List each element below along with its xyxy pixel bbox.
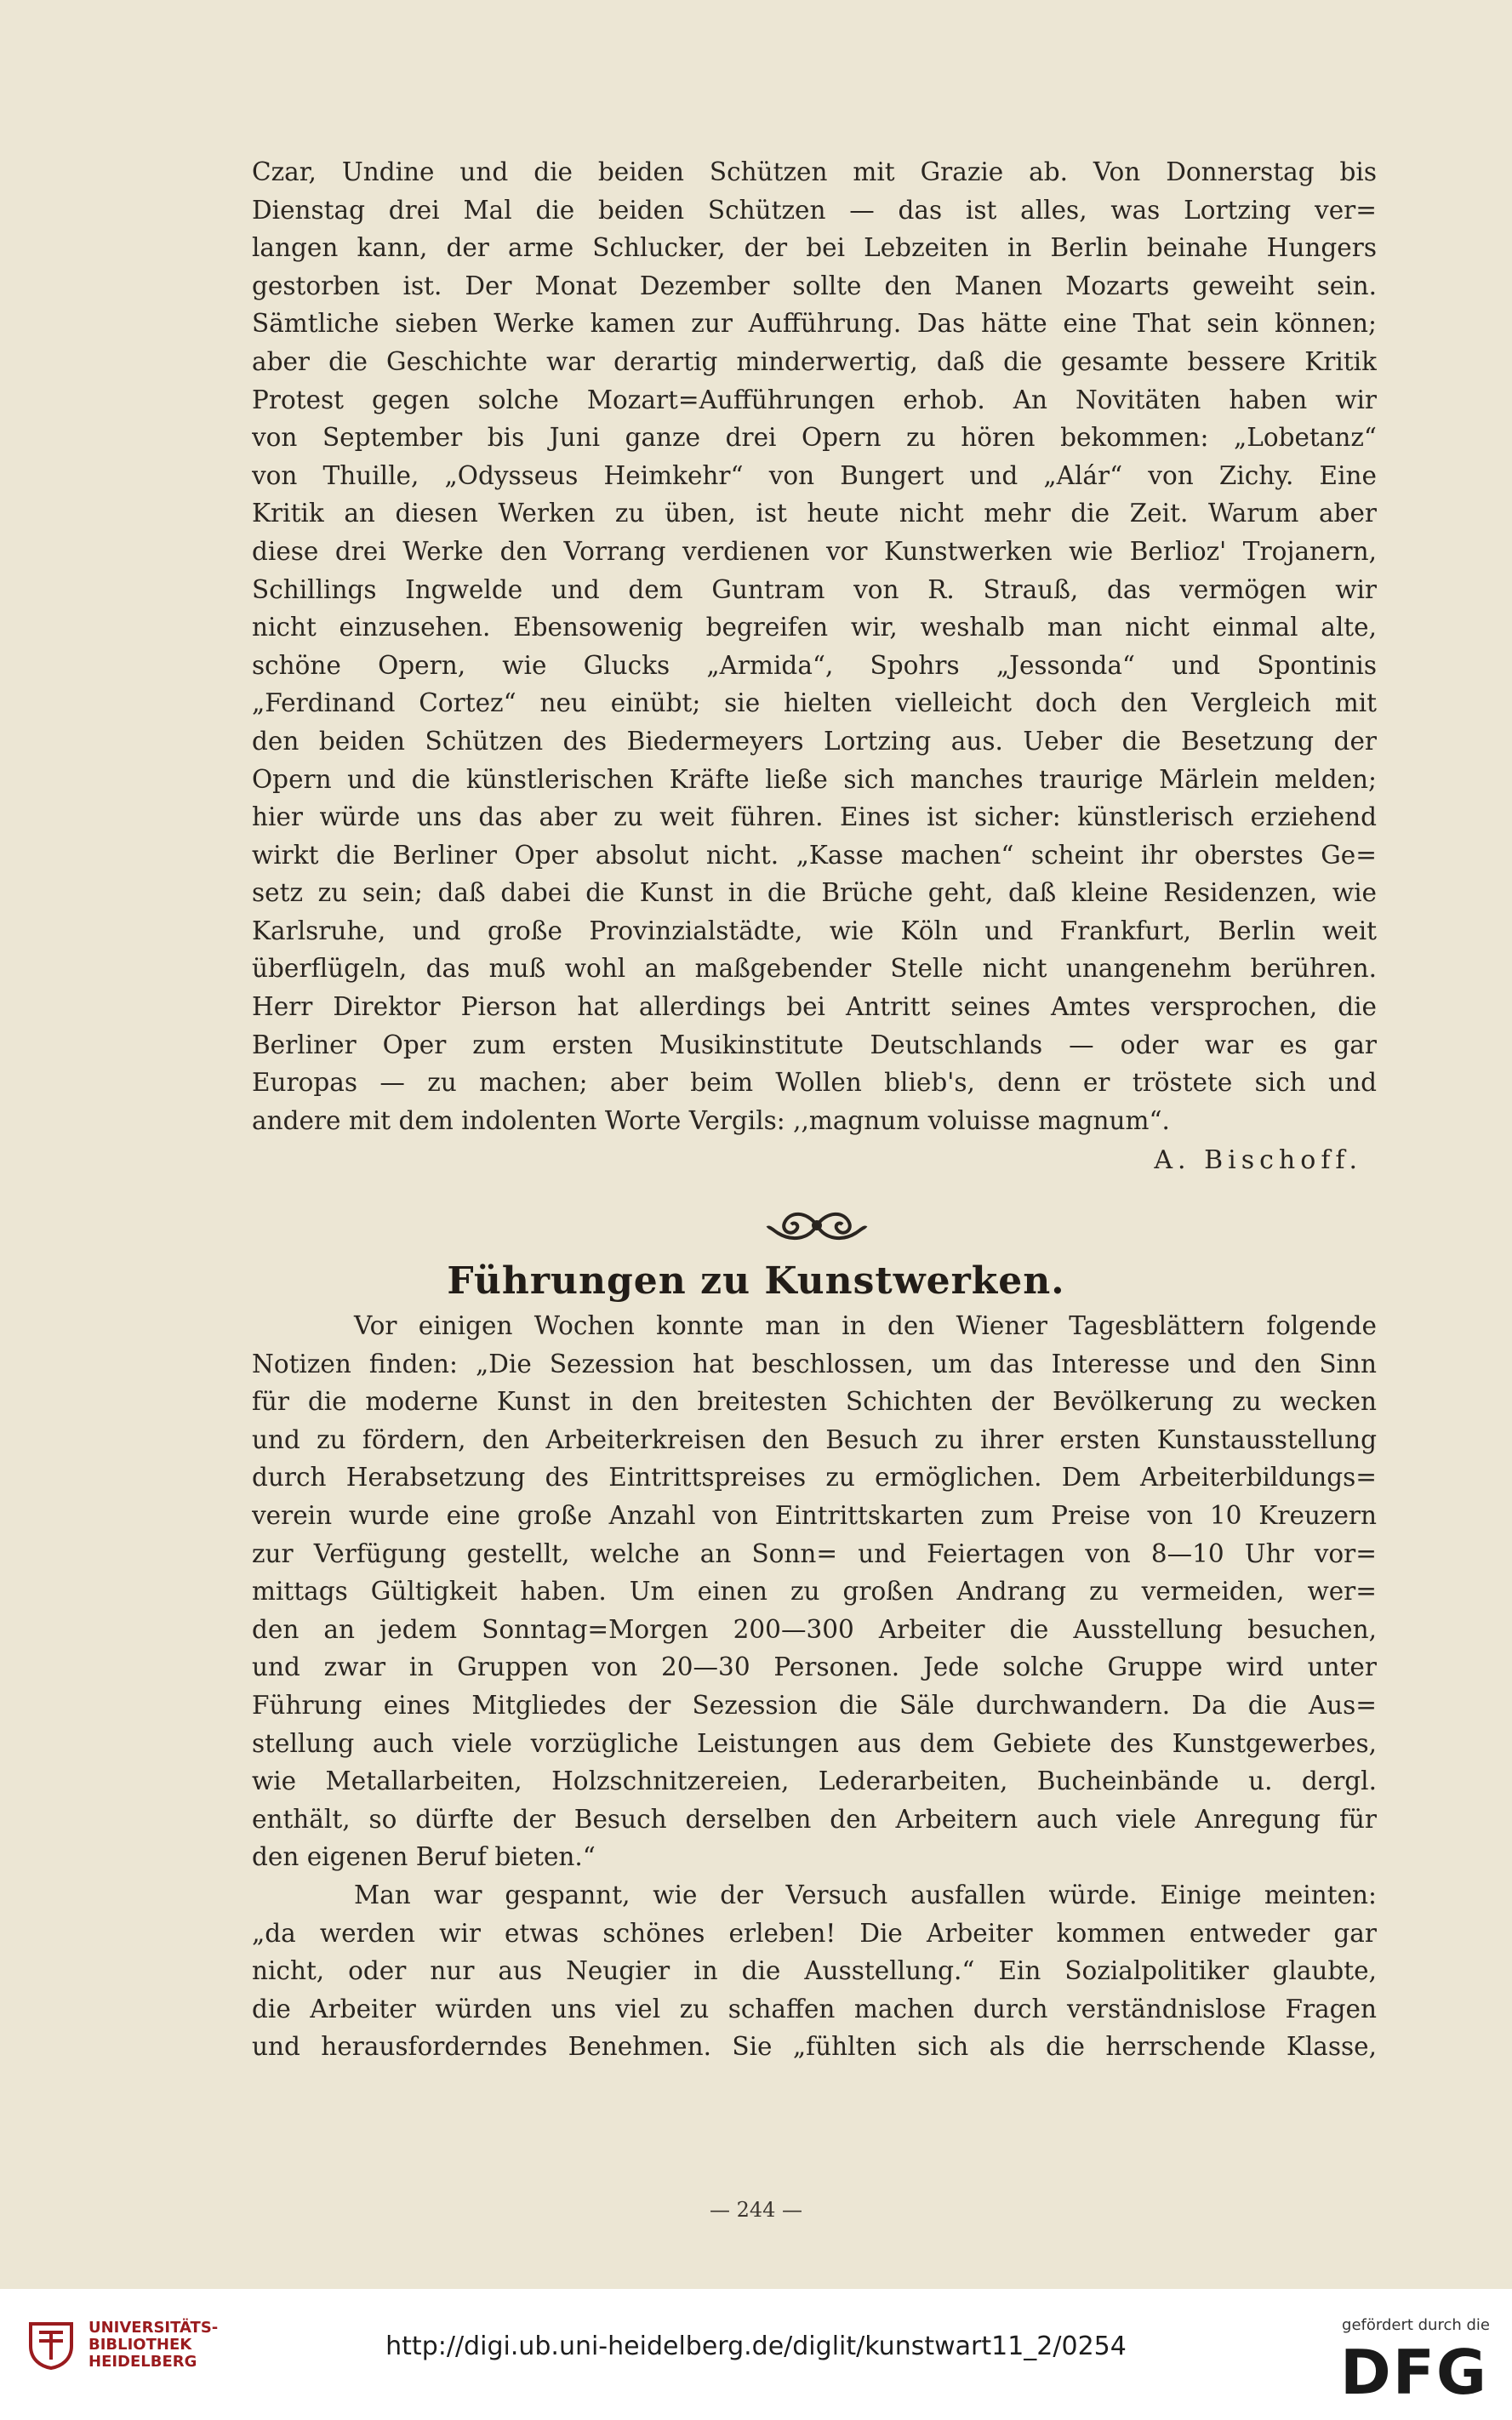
text-line: hier würde uns das aber zu weit führen. Eines ist sicher: künstlerisch erziehend bbox=[252, 802, 1377, 832]
article-heading: Führungen zu Kunstwerken. bbox=[447, 1259, 1065, 1303]
text-line: Schillings Ingwelde und dem Guntram von R. Strauß, das vermögen wir bbox=[252, 574, 1377, 604]
text-line: nicht, oder nur aus Neugier in die Ausstellung.“ Ein Sozialpolitiker glaubte, bbox=[252, 1956, 1377, 1986]
text-line: wirkt die Berliner Oper absolut nicht. „Kasse machen“ scheint ihr oberstes Ge= bbox=[252, 840, 1377, 870]
source-url-link[interactable]: http://digi.ub.uni-heidelberg.de/diglit/kunstwart11_2/0254 bbox=[385, 2332, 1127, 2361]
text-line: stellung auch viele vorzügliche Leistungen aus dem Gebiete des Kunstgewerbes, bbox=[252, 1728, 1377, 1758]
floral-ornament-icon bbox=[766, 1202, 868, 1248]
text-line: und herausforderndes Benehmen. Sie „fühlten sich als die herrschende Klasse, bbox=[252, 2032, 1377, 2062]
text-line: diese drei Werke den Vorrang verdienen vor Kunstwerken wie Berlioz' Trojanern, bbox=[252, 536, 1377, 566]
article-bischoff bbox=[252, 153, 1377, 1139]
page-number: — 244 — bbox=[709, 2198, 803, 2222]
text-line: Sämtliche sieben Werke kamen zur Aufführung. Das hätte eine That sein können; bbox=[252, 309, 1377, 339]
author-signature: A. Bischoff. bbox=[1154, 1145, 1362, 1175]
text-line: Herr Direktor Pierson hat allerdings bei Antritt seines Amtes versprochen, die bbox=[252, 992, 1377, 1022]
text-line: aber die Geschichte war derartig minderwertig, daß die gesamte bessere Kritik bbox=[252, 346, 1377, 376]
text-line: nicht einzusehen. Ebensowenig begreifen wir, weshalb man nicht einmal alte, bbox=[252, 613, 1377, 642]
dfg-logo: DFG bbox=[1339, 2337, 1488, 2408]
text-line: gestorben ist. Der Monat Dezember sollte den Manen Mozarts geweiht sein. bbox=[252, 271, 1377, 300]
text-line: Dienstag drei Mal die beiden Schützen — das ist alles, was Lortzing ver= bbox=[252, 195, 1377, 225]
text-line: verein wurde eine große Anzahl von Eintrittskarten zum Preise von 10 Kreuzern bbox=[252, 1500, 1377, 1530]
text-line: setz zu sein; daß dabei die Kunst in die Brüche geht, daß kleine Residenzen, wie bbox=[252, 878, 1377, 908]
text-line: „Ferdinand Cortez“ neu einübt; sie hielten vielleicht doch den Vergleich mit bbox=[252, 688, 1377, 718]
library-name-line: UNIVERSITÄTS- bbox=[88, 2319, 219, 2337]
text-line: Protest gegen solche Mozart=Aufführungen erhob. An Novitäten haben wir bbox=[252, 385, 1377, 414]
text-line: Czar, Undine und die beiden Schützen mit Grazie ab. Von Donnerstag bis bbox=[252, 157, 1377, 186]
text-line: Man war gespannt, wie der Versuch ausfallen würde. Einige meinten: bbox=[354, 1880, 1377, 1909]
text-line: „da werden wir etwas schönes erleben! Die Arbeiter kommen entweder gar bbox=[252, 1918, 1377, 1948]
text-line: von September bis Juni ganze drei Opern zu hören bekommen: „Lobetanz“ bbox=[252, 423, 1377, 453]
text-line: von Thuille, „Odysseus Heimkehr“ von Bungert und „Alár“ von Zichy. Eine bbox=[252, 460, 1377, 490]
text-line: den beiden Schützen des Biedermeyers Lortzing aus. Ueber die Besetzung der bbox=[252, 726, 1377, 756]
funding-caption: gefördert durch die bbox=[1342, 2316, 1490, 2334]
text-line: Karlsruhe, und große Provinzialstädte, wie Köln und Frankfurt, Berlin weit bbox=[252, 916, 1377, 945]
text-line: den an jedem Sonntag=Morgen 200—300 Arbeiter die Ausstellung besuchen, bbox=[252, 1614, 1377, 1644]
text-line: Opern und die künstlerischen Kräfte ließe sich manches traurige Märlein melden; bbox=[252, 764, 1377, 794]
text-line: enthält, so dürfte der Besuch derselben den Arbeitern auch viele Anregung für bbox=[252, 1804, 1377, 1834]
text-line: Vor einigen Wochen konnte man in den Wiener Tagesblättern folgende bbox=[354, 1311, 1377, 1340]
text-line: Berliner Oper zum ersten Musikinstitute Deutschlands — oder war es gar bbox=[252, 1030, 1377, 1059]
text-line: Führung eines Mitgliedes der Sezession die Säle durchwandern. Da die Aus= bbox=[252, 1690, 1377, 1720]
text-line: überflügeln, das muß wohl an maßgebender Stelle nicht unangenehm berühren. bbox=[252, 954, 1377, 984]
text-line: und zwar in Gruppen von 20—30 Personen. Jede solche Gruppe wird unter bbox=[252, 1652, 1377, 1682]
text-line: den eigenen Beruf bieten.“ bbox=[252, 1842, 596, 1872]
library-name-line: HEIDELBERG bbox=[88, 2353, 197, 2371]
text-line: Kritik an diesen Werken zu üben, ist heute nicht mehr die Zeit. Warum aber bbox=[252, 499, 1377, 528]
text-line: Europas — zu machen; aber beim Wollen blieb's, denn er tröstete sich und bbox=[252, 1068, 1377, 1098]
text-line: schöne Opern, wie Glucks „Armida“, Spohrs „Jessonda“ und Spontinis bbox=[252, 650, 1377, 680]
text-line: mittags Gültigkeit haben. Um einen zu großen Andrang zu vermeiden, wer= bbox=[252, 1577, 1377, 1607]
text-line: andere mit dem indolenten Worte Vergils: ,,magnum voluisse magnum“. bbox=[252, 1105, 1170, 1135]
article-fuehrungen bbox=[252, 1307, 1377, 2066]
text-line: langen kann, der arme Schlucker, der bei Lebzeiten in Berlin beinahe Hungers bbox=[252, 233, 1377, 263]
text-line: und zu fördern, den Arbeiterkreisen den Besuch zu ihrer ersten Kunstausstellung bbox=[252, 1424, 1377, 1454]
library-name-line: BIBLIOTHEK bbox=[88, 2336, 192, 2354]
text-line: durch Herabsetzung des Eintrittspreises zu ermöglichen. Dem Arbeiterbildungs= bbox=[252, 1463, 1377, 1493]
text-line: für die moderne Kunst in den breitesten Schichten der Bevölkerung zu wecken bbox=[252, 1387, 1377, 1417]
text-line: Notizen finden: „Die Sezession hat beschlossen, um das Interesse und den Sinn bbox=[252, 1349, 1377, 1378]
text-line: die Arbeiter würden uns viel zu schaffen machen durch verständnislose Fragen bbox=[252, 1994, 1377, 2023]
text-line: wie Metallarbeiten, Holzschnitzereien, Lederarbeiten, Bucheinbände u. dergl. bbox=[252, 1766, 1377, 1796]
text-line: zur Verfügung gestellt, welche an Sonn= und Feiertagen von 8—10 Uhr vor= bbox=[252, 1538, 1377, 1568]
